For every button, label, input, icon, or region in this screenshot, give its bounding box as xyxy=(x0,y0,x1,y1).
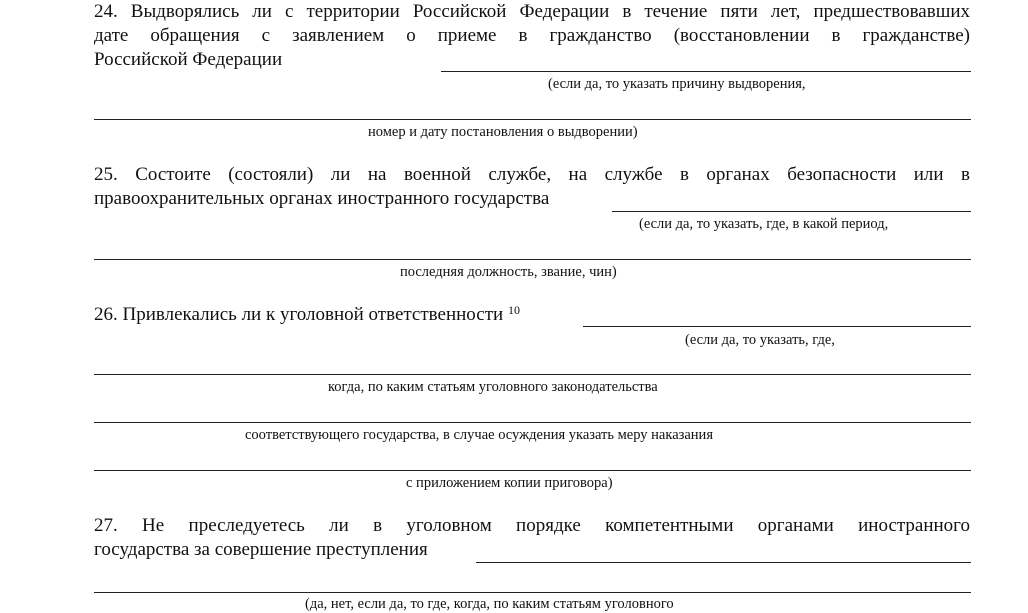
q25-answer-line-2[interactable] xyxy=(94,259,971,260)
q24-line1: 24. Выдворялись ли с территории Российской Федерации в течение пяти лет, предшествовавших xyxy=(94,1,970,22)
q26-hint-4: с приложением копии приговора) xyxy=(406,475,613,491)
q26-line1 xyxy=(94,303,574,327)
q24-answer-line-1[interactable] xyxy=(441,71,971,72)
q27-line1: 27. Не преследуетесь ли в уголовном порядке компетентными органами иностранного xyxy=(94,515,970,536)
q24-line3: Российской Федерации xyxy=(94,49,283,70)
q27-line2: государства за совершение преступления xyxy=(94,539,428,560)
q25-line2: правоохранительных органах иностранного государства xyxy=(94,188,550,209)
q24-answer-line-2[interactable] xyxy=(94,119,971,120)
q25-line1: 25. Состоите (состояли) ли на военной службе, на службе в органах безопасности или в xyxy=(94,164,970,185)
q27-answer-line-2[interactable] xyxy=(94,592,971,593)
q27-hint-1: (да, нет, если да, то где, когда, по каким статьям уголовного xyxy=(305,596,674,612)
q26-question-text: 26. Привлекались ли к уголовной ответственности xyxy=(94,304,504,325)
q24-hint-1: (если да, то указать причину выдворения, xyxy=(548,76,806,92)
q26-hint-2: когда, по каким статьям уголовного законодательства xyxy=(328,379,658,395)
q25-answer-line-1[interactable] xyxy=(612,211,971,212)
footnote-marker: 10 xyxy=(507,303,520,317)
q26-hint-1: (если да, то указать, где, xyxy=(685,332,835,348)
q24-hint-2: номер и дату постановления о выдворении) xyxy=(368,124,638,140)
q26-hint-3: соответствующего государства, в случае осуждения указать меру наказания xyxy=(245,427,713,443)
q26-answer-line-4[interactable] xyxy=(94,470,971,471)
q25-hint-2: последняя должность, звание, чин) xyxy=(400,264,617,280)
q25-hint-1: (если да, то указать, где, в какой период, xyxy=(639,216,889,232)
q27-answer-line-1[interactable] xyxy=(476,562,971,563)
q24-line2: дате обращения с заявлением о приеме в гражданство (восстановлении в гражданстве) xyxy=(94,25,970,46)
q26-answer-line-2[interactable] xyxy=(94,374,971,375)
q26-answer-line-1[interactable] xyxy=(583,326,971,327)
q26-answer-line-3[interactable] xyxy=(94,422,971,423)
